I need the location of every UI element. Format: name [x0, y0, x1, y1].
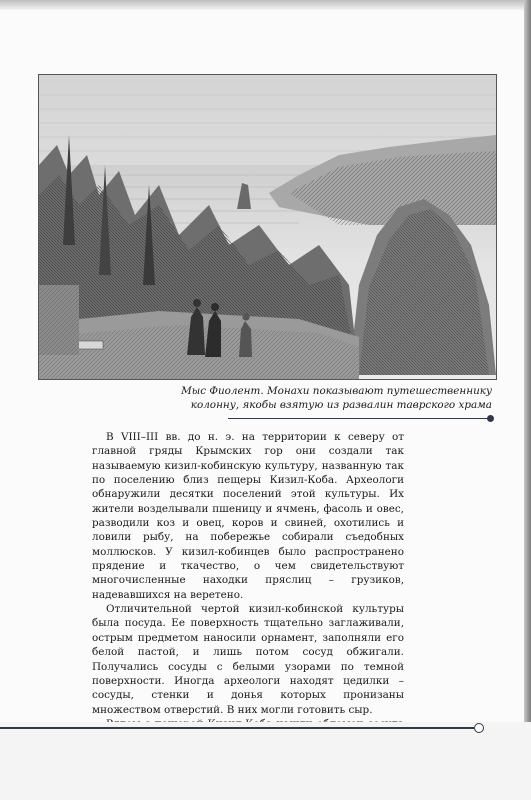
page-top-edge [0, 0, 531, 10]
caption-rule [228, 418, 490, 419]
engraving-image [39, 75, 496, 379]
paragraph: Отличительной чертой кизил-кобинской культуры была посуда. Ее поверхность тщательно заглаживали, острым предметом наносили орнамент, заполняли его белой пастой, и лишь потом сосуд обжигали. Получались сосуды с белыми узорами по темной поверхности. Иногда археологи находят цедилки – сосуды, стенки и донья которых пронизаны множеством отверстий. В них могли готовить сыр. [92, 603, 404, 716]
illustration-caption [150, 384, 492, 412]
caption-dot-icon [487, 415, 494, 422]
bottom-rule [0, 727, 474, 729]
caption-line-2: колонну, якобы взятую из развалин таврского храма [190, 399, 492, 411]
engraving-illustration [38, 74, 497, 380]
page-bottom-band [0, 722, 531, 800]
caption-line-1: Мыс Фиолент. Монахи показывают путешественнику [181, 385, 492, 397]
paragraph: В VIII–III вв. до н. э. на территории к северу от главной гряды Крымских гор они создали так называемую кизил-кобинскую культуру, названную так по поселению близ пещеры Кизил-Коба. Археологи обнаружили десятки поселений этой культуры. Их жители возделывали пшеницу и ячмень, фасоль и овес, разводили коз и овец, коров и свиней, охотились и ловили рыбу, на побережье собирали съедобных моллюсков. У кизил-кобинцев было распространено прядение и ткачество, о чем свидетельствуют многочисленные находки пряслиц – грузиков, надевавшихся на веретено. [92, 431, 404, 601]
page-right-edge [524, 0, 531, 800]
bottom-dot-icon [474, 723, 484, 733]
